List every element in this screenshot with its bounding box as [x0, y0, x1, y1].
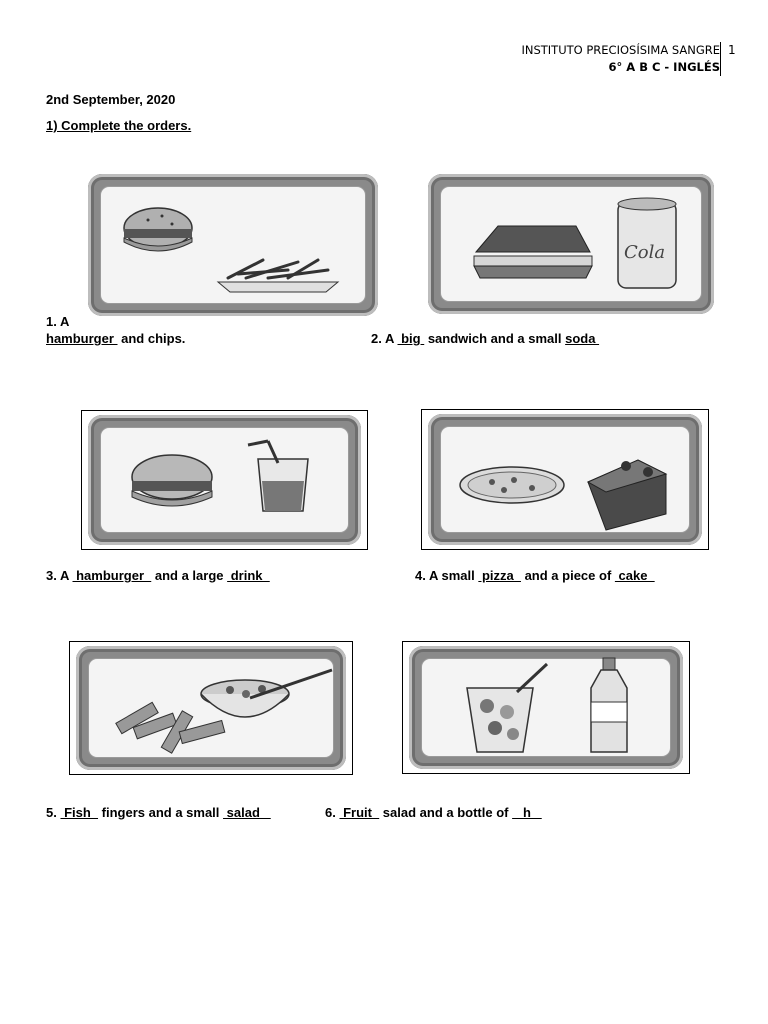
- picture-fishfingers-salad: [69, 641, 353, 775]
- fishfingers-salad-illustration: [70, 642, 352, 774]
- order-2-answer-1: big: [397, 331, 425, 346]
- cake-slice-icon: [588, 460, 666, 530]
- water-bottle-icon: [591, 658, 627, 752]
- school-name: INSTITUTO PRECIOSÍSIMA SANGRE: [521, 43, 720, 57]
- exercise-instruction: 1) Complete the orders.: [46, 118, 192, 133]
- pizza-cake-illustration: [422, 410, 708, 549]
- order-1-answer-1: hamburger: [46, 331, 118, 346]
- sandwich-soda-illustration: [428, 174, 714, 314]
- order-2-caption: 2. A big sandwich and a small soda: [371, 331, 600, 346]
- page-header: [521, 42, 720, 76]
- page-number: 1: [728, 43, 736, 57]
- picture-fruitsalad-bottle: [402, 641, 690, 774]
- fish-fingers-icon: [116, 702, 225, 753]
- hamburger-drink-illustration: [82, 411, 367, 549]
- picture-hamburger-chips: [88, 174, 378, 316]
- order-5-answer-2: salad: [223, 805, 271, 820]
- order-4-answer-1: pizza: [478, 568, 521, 583]
- salad-bowl-icon: [201, 670, 332, 717]
- picture-hamburger-drink: [81, 410, 368, 550]
- order-1-number: 1. A: [46, 314, 70, 329]
- hamburger-icon: [132, 455, 212, 506]
- worksheet-date: 2nd September, 2020: [46, 92, 176, 107]
- hamburger-icon: [124, 208, 192, 251]
- header-divider: [720, 42, 721, 76]
- picture-sandwich-soda: [428, 174, 714, 314]
- fruit-salad-cup-icon: [467, 664, 547, 752]
- course-label: 6° A B C - INGLÉS: [608, 60, 720, 74]
- can-label: Cola: [624, 242, 666, 263]
- hamburger-chips-illustration: [88, 174, 378, 316]
- order-3-answer-2: drink: [227, 568, 270, 583]
- order-5-caption: 5. Fish fingers and a small salad: [46, 805, 271, 820]
- order-4-answer-2: cake: [614, 568, 655, 583]
- chips-icon: [218, 260, 338, 292]
- order-6-caption: 6. Fruit salad and a bottle of h: [325, 805, 542, 820]
- order-5-answer-1: Fish: [60, 805, 99, 820]
- order-1-caption: hamburger and chips.: [46, 331, 186, 346]
- order-2-answer-2: soda: [565, 331, 600, 346]
- order-6-answer-2: h: [512, 805, 542, 820]
- fruitsalad-bottle-illustration: [403, 642, 689, 773]
- order-4-caption: 4. A small pizza and a piece of cake: [415, 568, 655, 583]
- drink-cup-icon: [248, 441, 308, 511]
- order-3-answer-1: hamburger: [72, 568, 152, 583]
- order-6-answer-1: Fruit: [339, 805, 380, 820]
- order-3-caption: 3. A hamburger and a large drink: [46, 568, 270, 583]
- pizza-icon: [460, 467, 564, 503]
- picture-pizza-cake: [421, 409, 709, 550]
- sandwich-icon: [474, 226, 592, 278]
